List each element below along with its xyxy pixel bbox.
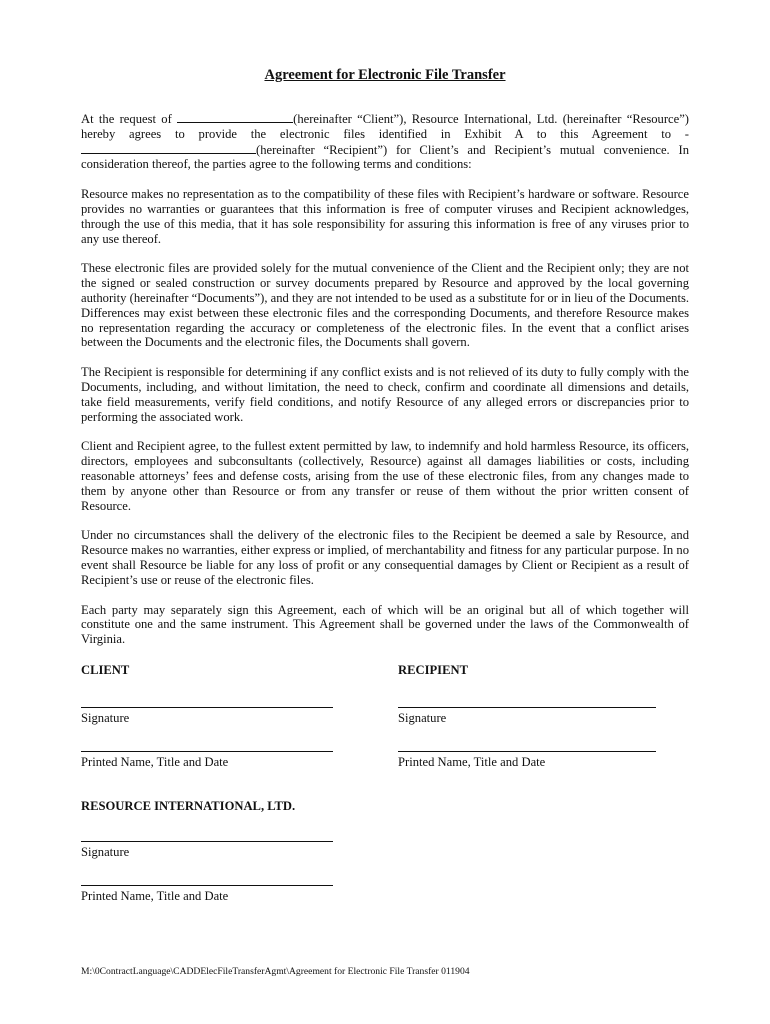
paragraph-counterparts: Each party may separately sign this Agreement, each of which will be an original but all of which together will constitute one and the same instrument. This Agreement shall be governed under the laws of the Commonwealth of Virginia. [81,602,689,647]
recipient-signature-label: Signature [398,711,447,725]
document-title: Agreement for Electronic File Transfer [264,67,506,83]
file-path-footer: M:\0ContractLanguage\CADDElecFileTransferAgmt\Agreement for Electronic File Transfer 011904 [81,966,470,977]
resource-printed-line[interactable] [81,885,333,886]
intro-text-b: (hereinafter “Client”), Resource International, Ltd. (hereinafter “Resource”) [293,112,689,126]
paragraph-indemnify: Client and Recipient agree, to the fullest extent permitted by law, to indemnify and hold harmless Resource, its officers, directors, employees and subconsultants (collectively, Resource) against all damages liabilities or costs, including reasonable attorneys’ fees and defense costs, arising from the use of these electronic files, from any changes made to them by anyone other than Resource or from any transfer or reuse of them without the prior written consent of Resource. [81,439,689,513]
recipient-signature-line[interactable] [398,707,656,708]
intro-line-1 [81,111,689,127]
client-signature-label: Signature [81,711,130,725]
client-printed-line[interactable] [81,751,333,752]
resource-signature-label: Signature [81,845,130,859]
client-name-blank[interactable] [177,111,293,123]
client-signature-line[interactable] [81,707,333,708]
intro-text-a: At the request of [81,112,172,126]
intro-line-4: consideration thereof, the parties agree to the following terms and conditions: [81,157,472,172]
paragraph-responsibility: The Recipient is responsible for determining if any conflict exists and is not relieved of its duty to fully comply with the Documents, including, and without limitation, the need to check, confirm and coordinate all dimensions and details, take field measurements, verify field conditions, and notify Resource of any alleged errors or discrepancies prior to performing the associated work. [81,365,689,424]
recipient-printed-line[interactable] [398,751,656,752]
recipient-name-blank[interactable] [81,142,256,154]
intro-line-2: hereby agrees to provide the electronic files identified in Exhibit A to this Agreement to - [81,126,689,141]
intro-line-3 [81,142,689,158]
client-printed-label: Printed Name, Title and Date [81,755,229,769]
intro-text-c: (hereinafter “Recipient”) for Client’s and Recipient’s mutual convenience. In [256,142,689,157]
recipient-printed-label: Printed Name, Title and Date [398,755,546,769]
recipient-heading: RECIPIENT [398,663,468,677]
client-heading: CLIENT [81,663,130,677]
resource-heading: RESOURCE INTERNATIONAL, LTD. [81,799,296,813]
intro-paragraph [81,111,689,172]
resource-signature-line[interactable] [81,841,333,842]
resource-printed-label: Printed Name, Title and Date [81,889,229,903]
paragraph-compatibility: Resource makes no representation as to the compatibility of these files with Recipient’s hardware or software. Resource provides no warranties or guarantees that this information is free of computer viruses and Recipient acknowledges, through the use of this media, that it has sole responsibility for assuring this information is free of any viruses prior to any use thereof. [81,187,689,246]
paragraph-convenience: These electronic files are provided solely for the mutual convenience of the Client and the Recipient only; they are not the signed or sealed construction or survey documents prepared by Resource and approved by the local governing authority (hereinafter “Documents”), and they are not intended to be used as a substitute for or in lieu of the Documents. Differences may exist between these electronic files and the corresponding Documents, and therefore Resource makes no representation regarding the accuracy or completeness of the electronic files. In the event that a conflict arises between the Documents and the electronic files, the Documents shall govern. [81,261,689,350]
paragraph-no-warranty: Under no circumstances shall the delivery of the electronic files to the Recipient be deemed a sale by Resource, and Resource makes no warranties, either express or implied, of merchantability and fitness for any particular purpose. In no event shall Resource be liable for any loss of profit or any consequential damages by Client or Recipient as a result of Recipient’s use or reuse of the electronic files. [81,528,689,587]
agreement-body [81,111,689,662]
